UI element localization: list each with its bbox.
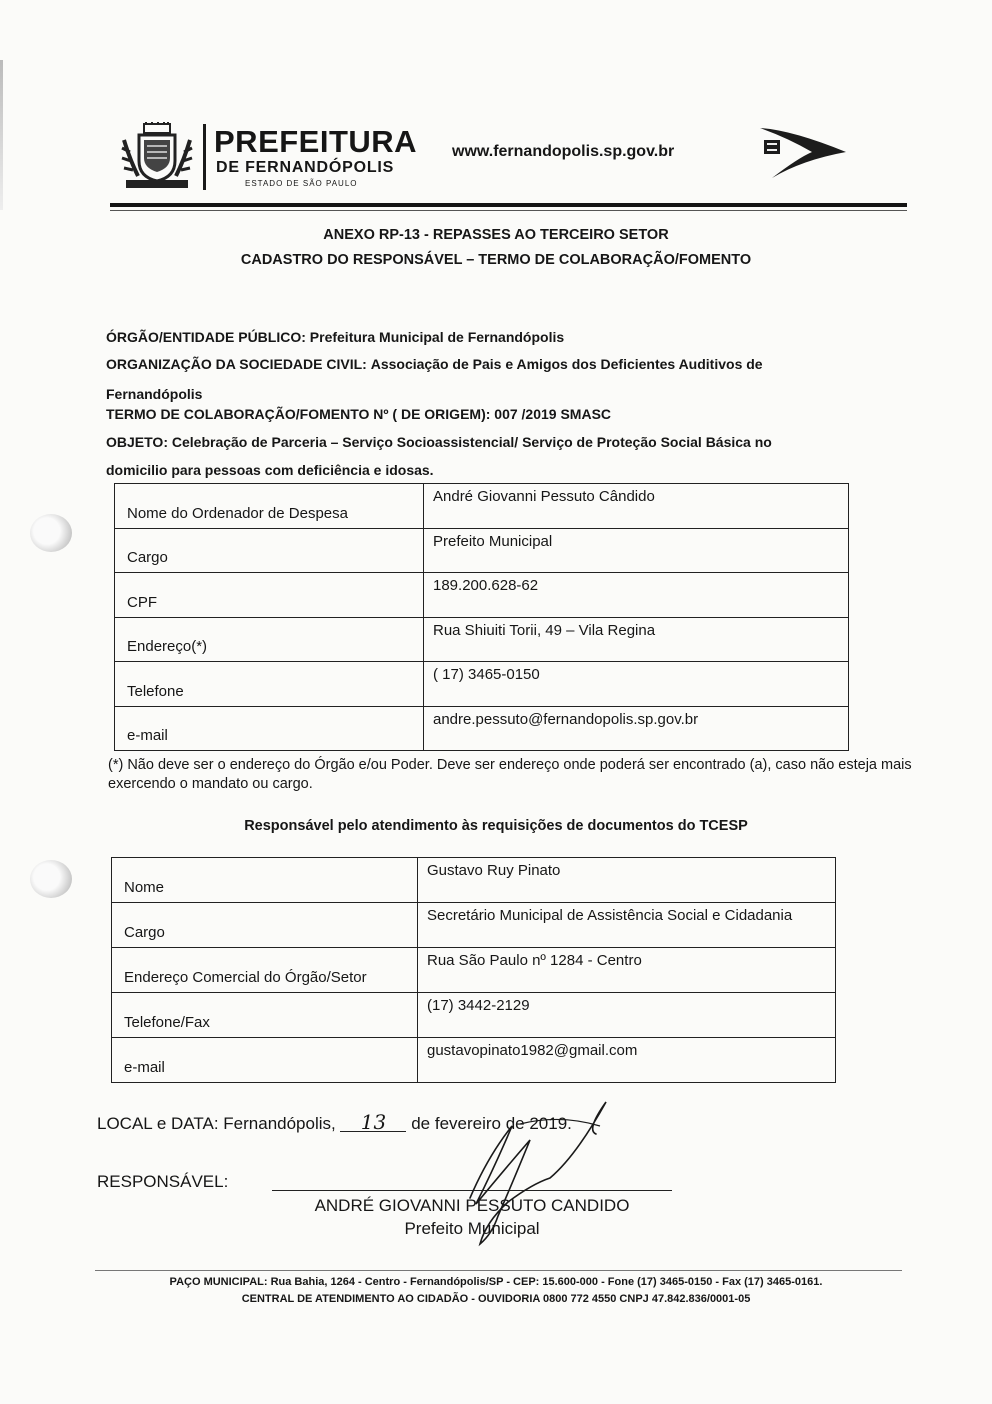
table-row: [112, 993, 836, 1038]
brand-state: ESTADO DE SÃO PAULO: [245, 179, 358, 188]
row-value: Rua São Paulo nº 1284 - Centro: [418, 948, 836, 993]
table-row: [115, 484, 849, 529]
punch-hole: [30, 514, 72, 552]
objeto-value: Celebração de Parceria – Serviço Socioassistencial/ Serviço de Proteção Social Básica no: [171, 434, 772, 450]
document-title: ANEXO RP-13 - REPASSES AO TERCEIRO SETOR: [323, 227, 669, 243]
row-label: Endereço(*): [115, 617, 424, 662]
signer-name: ANDRÉ GIOVANNI PESSUTO CANDIDO: [314, 1196, 630, 1215]
table-row: [112, 903, 836, 948]
row-label: Endereço Comercial do Órgão/Setor: [112, 948, 418, 993]
row-label: Cargo: [112, 903, 418, 948]
row-value: Prefeito Municipal: [424, 528, 849, 573]
row-value: Rua Shiuiti Torii, 49 – Vila Regina: [424, 617, 849, 662]
logo-divider: [203, 124, 206, 190]
row-value: andre.pessuto@fernandopolis.sp.gov.br: [424, 706, 849, 751]
row-label: CPF: [115, 573, 424, 618]
osc-value: Associação de Pais e Amigos dos Deficientes Auditivos de: [370, 356, 763, 372]
osc-label: ORGANIZAÇÃO DA SOCIEDADE CIVIL:: [106, 356, 367, 372]
table-row: [115, 617, 849, 662]
row-value: Secretário Municipal de Assistência Social e Cidadania: [418, 903, 836, 948]
row-label: e-mail: [112, 1038, 418, 1083]
handwritten-signature-icon: [400, 1086, 620, 1256]
osc-value-cont: Fernandópolis: [106, 386, 203, 402]
row-label: Telefone: [115, 662, 424, 707]
objeto-label: OBJETO:: [106, 434, 168, 450]
brand-title: PREFEITURA: [214, 124, 418, 159]
row-label: Nome do Ordenador de Despesa: [115, 484, 424, 529]
punch-hole: [30, 860, 72, 898]
table-row: [115, 662, 849, 707]
city-crest-icon: [120, 122, 194, 192]
row-value: gustavopinato1982@gmail.com: [418, 1038, 836, 1083]
orgao-label: ÓRGÃO/ENTIDADE PÚBLICO:: [106, 329, 306, 345]
local-label: LOCAL e DATA: Fernandópolis,: [97, 1114, 336, 1133]
footer-contact: CENTRAL DE ATENDIMENTO AO CIDADÃO - OUVIDORIA 0800 772 4550 CNPJ 47.842.836/0001-05: [241, 1293, 751, 1305]
tcesp-title: Responsável pelo atendimento às requisições de documentos do TCESP: [244, 818, 748, 834]
website-link[interactable]: www.fernandopolis.sp.gov.br: [452, 143, 675, 160]
row-label: Telefone/Fax: [112, 993, 418, 1038]
footer-address: PAÇO MUNICIPAL: Rua Bahia, 1264 - Centro - Fernandópolis/SP - CEP: 15.600-000 - Fone (17) 3465-0150 - Fax (17) 3465-0161.: [169, 1276, 823, 1288]
table-row: [112, 858, 836, 903]
osc-line: [106, 356, 906, 372]
row-value: (17) 3442-2129: [418, 993, 836, 1038]
row-value: Gustavo Ruy Pinato: [418, 858, 836, 903]
termo-value: 007 /2019 SMASC: [494, 406, 612, 422]
osc-line-cont: [106, 386, 906, 402]
brand-subtitle: DE FERNANDÓPOLIS: [216, 159, 395, 176]
ordenador-table: [114, 483, 849, 751]
table-row: [112, 1038, 836, 1083]
row-label: e-mail: [115, 706, 424, 751]
objeto-line-cont: [106, 462, 906, 478]
row-label: Nome: [112, 858, 418, 903]
table-row: [112, 948, 836, 993]
orgao-line: [106, 329, 906, 345]
row-label: Cargo: [115, 528, 424, 573]
arrow-logo-icon: [752, 124, 848, 180]
responsavel-label: RESPONSÁVEL:: [97, 1172, 229, 1191]
date-rest: de fevereiro de 2019.: [411, 1114, 572, 1133]
handwritten-day: 13: [340, 1113, 406, 1132]
signer-role: Prefeito Municipal: [404, 1219, 540, 1238]
document-subtitle: CADASTRO DO RESPONSÁVEL – TERMO DE COLABORAÇÃO/FOMENTO: [240, 252, 752, 268]
termo-label: TERMO DE COLABORAÇÃO/FOMENTO Nº ( DE ORIGEM):: [106, 406, 491, 422]
footer-rule: [95, 1270, 902, 1271]
table-row: [115, 573, 849, 618]
objeto-line: [106, 434, 906, 450]
objeto-value-cont: domicilio para pessoas com deficiência e idosas.: [106, 462, 434, 478]
row-value: André Giovanni Pessuto Cândido: [424, 484, 849, 529]
termo-line: [106, 406, 906, 422]
header-rule: [110, 203, 907, 207]
row-value: ( 17) 3465-0150: [424, 662, 849, 707]
table-row: [115, 706, 849, 751]
scan-edge-shadow: [0, 60, 3, 210]
address-note: (*) Não deve ser o endereço do Órgão e/ou Poder. Deve ser endereço onde poderá ser encontrado (a), caso não esteja mais exercendo o mandato ou cargo.: [108, 757, 912, 792]
row-value: 189.200.628-62: [424, 573, 849, 618]
tcesp-table: [111, 857, 836, 1083]
orgao-value: Prefeitura Municipal de Fernandópolis: [309, 329, 565, 345]
header-rule-thin: [110, 210, 907, 211]
table-row: [115, 528, 849, 573]
